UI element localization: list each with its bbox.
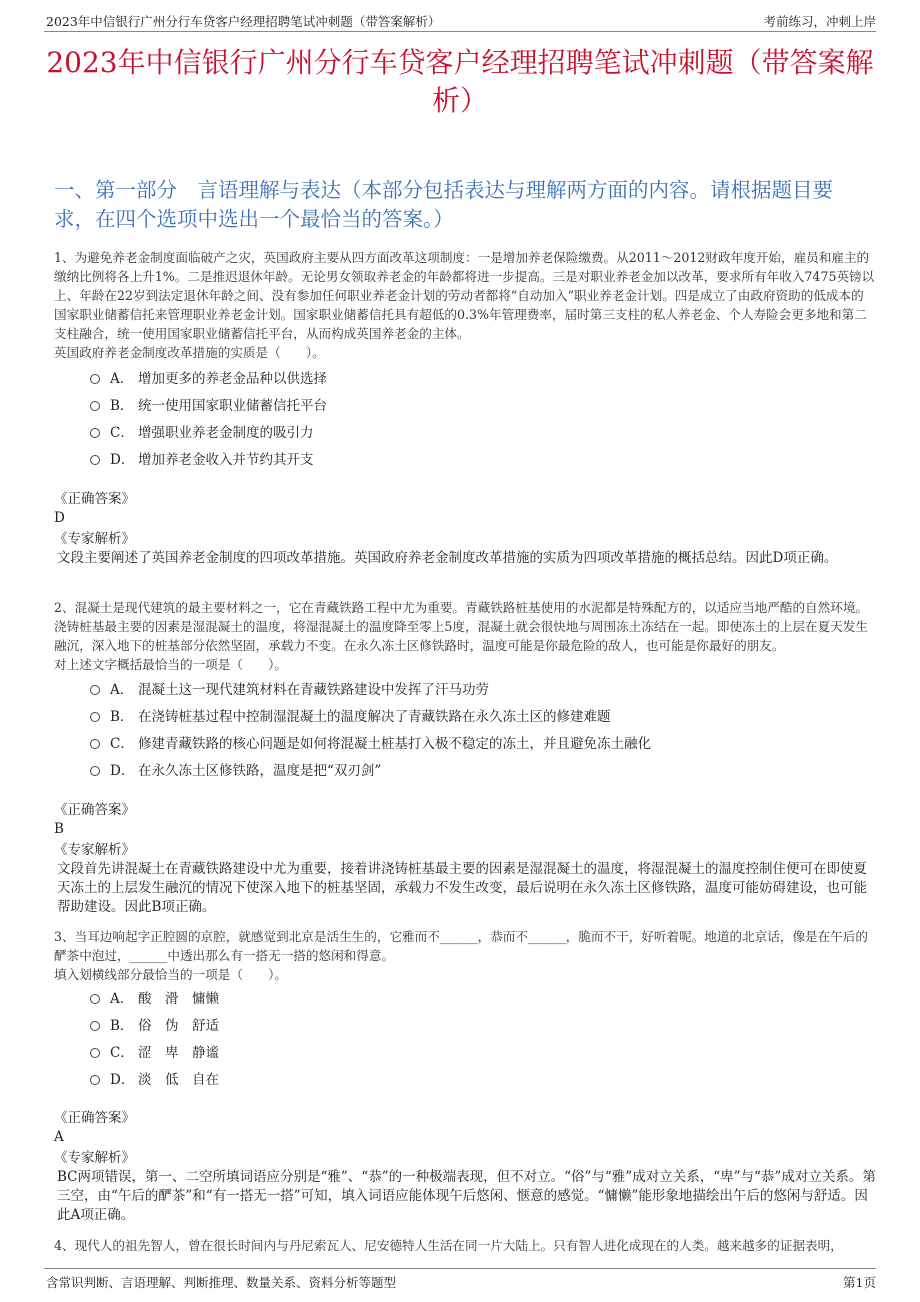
option-c[interactable] [90,417,850,444]
radio-icon[interactable] [90,766,100,776]
option-text: 涩 卑 静谧 [138,1044,219,1061]
radio-icon[interactable] [90,994,100,1004]
header-slogan: 考前练习，冲刺上岸 [763,14,876,29]
option-letter: C． [110,735,134,752]
option-a[interactable] [90,983,850,1010]
header-divider [44,31,876,32]
option-d[interactable] [90,444,850,471]
option-letter: D． [110,451,135,468]
question-stem: 2、混凝土是现代建筑的最主要材料之一，它在青藏铁路工程中尤为重要。青藏铁路桩基使用的水泥都是特殊配方的，以适应当地严酷的自然环境。浇铸桩基最主要的因素是湿混凝土的温度，将湿混凝土的温度降至零上5度，混凝土就会很快地与周围冻土冻结在一起。即使冻土的上层在夏天发生融沉，深入地下的桩基部分依然坚固，承载力不变。在永久冻土区修铁路时，温度可能是你最危险的敌人，也可能是你最好的朋友。 [54,600,869,653]
radio-icon[interactable] [90,1021,100,1031]
answer-value: D [54,510,65,526]
option-letter: B． [110,397,134,414]
section-heading: 一、第一部分 言语理解与表达（本部分包括表达与理解两方面的内容。请根据题目要求，在四个选项中选出一个最恰当的答案。） [54,178,833,231]
option-c[interactable] [90,728,850,755]
option-text: 修建青藏铁路的核心问题是如何将混凝土桩基打入极不稳定的冻土，并且避免冻土融化 [138,735,651,752]
question-2-stem-block [54,598,876,674]
option-b[interactable] [90,390,850,417]
radio-icon[interactable] [90,712,100,722]
option-letter: D． [110,762,135,779]
option-b[interactable] [90,1010,850,1037]
answer-label: 《正确答案》 [54,802,135,818]
option-a[interactable] [90,674,850,701]
question-prompt: 英国政府养老金制度改革措施的实质是（ ）。 [54,345,325,360]
option-c[interactable] [90,1037,850,1064]
option-letter: C． [110,424,134,441]
option-letter: B． [110,1017,134,1034]
answer-label: 《正确答案》 [54,1110,135,1126]
option-text: 在浇铸桩基过程中控制湿混凝土的温度解决了青藏铁路在永久冻土区的修建难题 [138,708,611,725]
option-text: 增加养老金收入并节约其开支 [138,451,314,468]
question-2-answer-block [54,801,876,917]
answer-value: B [54,821,64,837]
question-stem: 1、为避免养老金制度面临破产之灾，英国政府主要从四方面改革这项制度：一是增加养老保险缴费。从2011～2012财政年度开始，雇员和雇主的缴纳比例将各上升1%。二是推迟退休年龄。无论男女领取养老金的年龄都将进一步提高。三是对职业养老金加以改革，要求所有年收入7475英镑以上、年龄在22岁到法定退休年龄之间、没有参加任何职业养老金计划的劳动者都将“自动加入”职业养老金计划。四是成立了由政府资助的低成本的国家职业储蓄信托来管理职业养老金计划。国家职业储蓄信托具有超低的0.3%年管理费率，届时第三支柱的私人养老金、个人寿险会更多地和第二支柱融合，统一使用国家职业储蓄信托平台，从而构成英国养老金的主体。 [54,250,875,341]
footer-question-types: 含常识判断、言语理解、判断推理、数量关系、资料分析等题型 [46,1275,397,1290]
page-header [0,0,920,34]
question-3-answer-block [54,1109,876,1225]
question-3-stem-block [54,927,876,984]
option-letter: D． [110,1071,135,1088]
radio-icon[interactable] [90,1048,100,1058]
option-text: 酸 滑 慵懒 [138,990,219,1007]
option-d[interactable] [90,755,850,782]
question-1-answer-block [54,490,876,568]
question-3-options [90,983,850,1091]
option-text: 统一使用国家职业储蓄信托平台 [138,397,327,414]
answer-label: 《正确答案》 [54,491,135,507]
option-letter: B． [110,708,134,725]
question-4-stem-block [54,1236,876,1255]
question-stem: 4、现代人的祖先智人，曾在很长时间内与丹尼索瓦人、尼安德特人生活在同一片大陆上。只有智人进化成现在的人类。越来越多的证据表明， [54,1238,843,1253]
option-letter: A． [110,681,134,698]
option-text: 增加更多的养老金品种以供选择 [138,370,327,387]
question-1-stem-block [54,248,876,362]
option-text: 俗 伪 舒适 [138,1017,219,1034]
option-b[interactable] [90,701,850,728]
header-doc-title: 2023年中信银行广州分行车贷客户经理招聘笔试冲刺题（带答案解析） [46,14,441,29]
radio-icon[interactable] [90,455,100,465]
analysis-text: 文段首先讲混凝土在青藏铁路建设中尤为重要，接着讲浇铸桩基最主要的因素是湿混凝土的温度，将湿混凝土的温度控制住便可在即使夏天冻土的上层发生融沉的情况下使深入地下的桩基坚固，承载力不发生改变，最后说明在永久冻土区修铁路，温度可能妨碍建设，也可能帮助建设。因此B项正确。 [57,861,867,915]
analysis-text: BC两项错误，第一、二空所填词语应分别是“雅”、“恭”的一种极端表现，但不对立。“俗”与“雅”成对立关系，“卑”与“恭”成对立关系。第三空，由“午后的酽茶”和“有一搭无一搭”可知，填入词语应能体现午后悠闲、惬意的感觉。“慵懒”能形象地描绘出午后的悠闲与舒适。因此A项正确。 [57,1169,876,1223]
analysis-label: 《专家解析》 [54,1150,135,1166]
option-text: 在永久冻土区修铁路，温度是把“双刃剑” [138,762,382,779]
question-stem: 3、当耳边响起字正腔圆的京腔，就感觉到北京是活生生的，它雅而不______，恭而不______，脆而不干，好听着呢。地道的北京话，像是在午后的酽茶中泡过，______中透出那么有一搭无一搭的悠闲和得意。 [54,929,869,963]
radio-icon[interactable] [90,1075,100,1085]
analysis-label: 《专家解析》 [54,842,135,858]
question-1-options [90,363,850,471]
radio-icon[interactable] [90,739,100,749]
option-letter: A． [110,990,134,1007]
radio-icon[interactable] [90,685,100,695]
page-number: 第1页 [843,1275,876,1290]
analysis-label: 《专家解析》 [54,531,135,547]
answer-value: A [54,1129,64,1145]
option-letter: A． [110,370,134,387]
radio-icon[interactable] [90,374,100,384]
footer-divider [44,1268,876,1269]
analysis-text: 文段主要阐述了英国养老金制度的四项改革措施。英国政府养老金制度改革措施的实质为四项改革措施的概括总结。因此D项正确。 [57,550,838,566]
option-text: 增强职业养老金制度的吸引力 [138,424,314,441]
page-title: 2023年中信银行广州分行车贷客户经理招聘笔试冲刺题（带答案解析） [46,46,874,117]
option-d[interactable] [90,1064,850,1091]
question-2-options [90,674,850,782]
option-text: 混凝土这一现代建筑材料在青藏铁路建设中发挥了汗马功劳 [138,681,489,698]
option-text: 淡 低 自在 [138,1071,219,1088]
question-prompt: 对上述文字概括最恰当的一项是（ ）。 [54,657,287,672]
option-a[interactable] [90,363,850,390]
option-letter: C． [110,1044,134,1061]
radio-icon[interactable] [90,401,100,411]
radio-icon[interactable] [90,428,100,438]
question-prompt: 填入划横线部分最恰当的一项是（ ）。 [54,967,287,982]
